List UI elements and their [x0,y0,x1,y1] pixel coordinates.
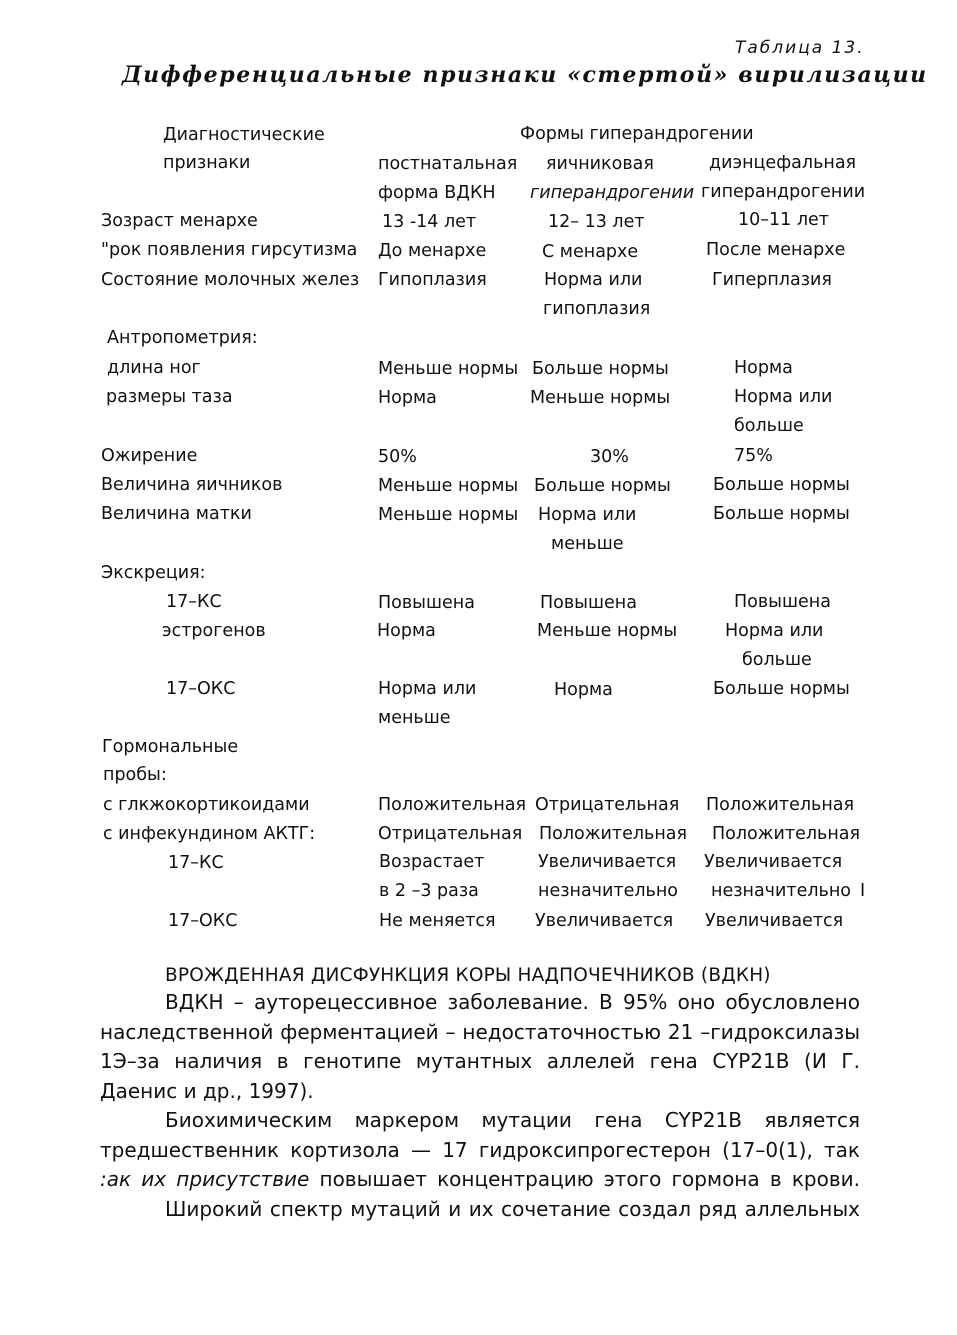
row-obesity-c1: 50% [378,447,417,467]
row-uterus-c1: Меньше нормы [378,505,519,525]
row-ovaries-c3: Больше нормы [713,475,850,495]
header-col0-line1: Диагностические [163,125,325,145]
row-obesity-c2: 30% [590,447,629,467]
row-menarche-c3: 10–11 лет [738,210,829,230]
row-hirsutism-label: "рок появления гирсутизма [101,240,358,260]
body-paragraphs [100,988,860,1224]
row-oks17b-c2: Увеличивается [535,911,674,931]
paragraph-3-line-1: Широкий спектр мутаций и их сочетание создал ряд аллельных [165,1196,860,1221]
table-caption: Таблица 13. [735,38,865,58]
header-col1-line1: постнатальная [378,154,518,174]
row-menarche-c1: 13 -14 лет [382,212,477,232]
row-ks17b-c2b: незначительно [538,881,678,901]
row-oks17b-label: 17–ОКС [168,911,238,931]
row-breasts-c3: Гиперплазия [712,270,832,290]
row-hirsutism-c3: После менархе [706,240,846,260]
row-estrogens-c3b: больше [742,650,812,670]
row-gluco-label: с глкжокортикоидами [103,795,310,815]
row-legs-c1: Меньше нормы [378,359,519,379]
header-group: Формы гиперандрогении [520,124,754,144]
table-title: Дифференциальные признаки «стертой» вирилизации [122,62,928,88]
row-ks17-c3: Повышена [734,592,831,612]
row-oks17b-c1: Не меняется [379,911,496,931]
row-hormonal-label-b: пробы: [103,765,167,785]
header-col3-line2: гиперандрогении [701,182,866,202]
section-heading: ВРОЖДЕННАЯ ДИСФУНКЦИЯ КОРЫ НАДПОЧЕЧНИКОВ (ВДКН) [165,965,771,986]
paragraph-2-line-1: Биохимическим маркером мутации гена CYP21B является [165,1108,860,1132]
header-col2-line1: яичниковая [546,154,654,174]
paragraph-1-line-2: наследственной ферментацией – недостаточностью 21 –гидроксилазы [100,1019,860,1044]
row-ks17b-label: 17–КС [168,853,224,873]
header-col1-line2: форма ВДКН [378,183,496,203]
row-ks17b-c3a: Увеличивается [704,852,843,872]
row-estrogens-label: эстрогенов [162,621,266,641]
paragraph-2-line-3-rest: повышает концентрацию этого гормона в крови. [309,1167,860,1191]
paragraph-2-line-3 [100,1165,860,1195]
row-menarche-c2: 12– 13 лет [548,212,645,232]
row-ovaries-label: Величина яичников [101,475,283,495]
row-breasts-label: Состояние молочных желез [101,270,360,290]
paragraph-1-line-4: Даенис и др., 1997). [100,1078,314,1103]
paragraph-2-line-2: тредшественник кортизола — 17 гидроксипрогестерон (17–0(1), так [100,1137,860,1162]
row-ks17b-c1b: в 2 –3 раза [379,881,479,901]
row-pelvis-c3b: больше [734,416,804,436]
row-oks17-c2: Норма [554,680,613,700]
row-hormonal-label-a: Гормональные [102,737,239,757]
row-hirsutism-c1: До менархе [378,241,487,261]
row-menarche-label: Зозраст менархе [101,211,258,231]
paragraph-2-line-3-italic: :ак их присутствие [100,1167,310,1191]
row-pelvis-c3a: Норма или [734,387,833,407]
row-uterus-label: Величина матки [101,504,252,524]
paragraph-1-line-3: 1Э–за наличия в генотипе мутантных аллелей гена CYP21B (И Г. [100,1049,860,1073]
row-pelvis-c1: Норма [378,388,437,408]
row-anthropometry-label: Антропометрия: [107,328,258,348]
row-uterus-c2b: меньше [551,534,624,554]
row-gluco-c3: Положительная [706,795,855,815]
row-breasts-c2b: гипоплазия [543,299,651,319]
row-ks17b-c1a: Возрастает [379,852,485,872]
row-pelvis-label: размеры таза [106,387,233,407]
row-obesity-label: Ожирение [101,446,198,466]
row-legs-label: длина ног [107,358,201,378]
row-ks17b-c3b: незначительно [711,881,851,901]
row-legs-c3: Норма [734,358,793,378]
row-ks17-c1: Повышена [378,593,475,613]
row-obesity-c3: 75% [734,446,773,466]
row-estrogens-c3a: Норма или [725,621,824,641]
row-oks17-label: 17–ОКС [166,679,236,699]
row-ks17-label: 17–КС [166,592,222,612]
row-estrogens-c1: Норма [377,621,436,641]
row-oks17b-c3: Увеличивается [705,911,844,931]
row-oks17-c1a: Норма или [378,679,477,699]
header-col3-line1: диэнцефальная [709,153,857,173]
row-excretion-label: Экскреция: [101,563,206,583]
row-ks17b-c2a: Увеличивается [538,852,677,872]
row-ks17b-c3-mark: I [860,881,866,901]
row-infecundin-label: с инфекундином АКТГ: [103,824,316,844]
row-ovaries-c2: Больше нормы [534,476,671,496]
row-infecundin-c3: Положительная [712,824,861,844]
header-col0-line2: признаки [163,153,251,173]
row-hirsutism-c2: С менархе [542,242,639,262]
row-ovaries-c1: Меньше нормы [378,476,519,496]
row-infecundin-c1: Отрицательная [378,824,523,844]
row-ks17-c2: Повышена [540,593,637,613]
row-breasts-c2a: Норма или [544,270,643,290]
row-gluco-c2: Отрицательная [535,795,680,815]
row-estrogens-c2: Меньше нормы [537,621,678,641]
row-oks17-c1b: меньше [378,708,451,728]
row-uterus-c2a: Норма или [538,505,637,525]
row-breasts-c1: Гипоплазия [378,270,487,290]
row-pelvis-c2: Меньше нормы [530,388,671,408]
paragraph-1-line-1: ВДКН – ауторецессивное заболевание. В 95% оно обусловлено [165,990,860,1014]
row-legs-c2: Больше нормы [532,359,669,379]
header-col2-line2: гиперандрогении [530,183,695,203]
row-infecundin-c2: Положительная [539,824,688,844]
row-gluco-c1: Положительная [378,795,527,815]
row-uterus-c3: Больше нормы [713,504,850,524]
row-oks17-c3: Больше нормы [713,679,850,699]
